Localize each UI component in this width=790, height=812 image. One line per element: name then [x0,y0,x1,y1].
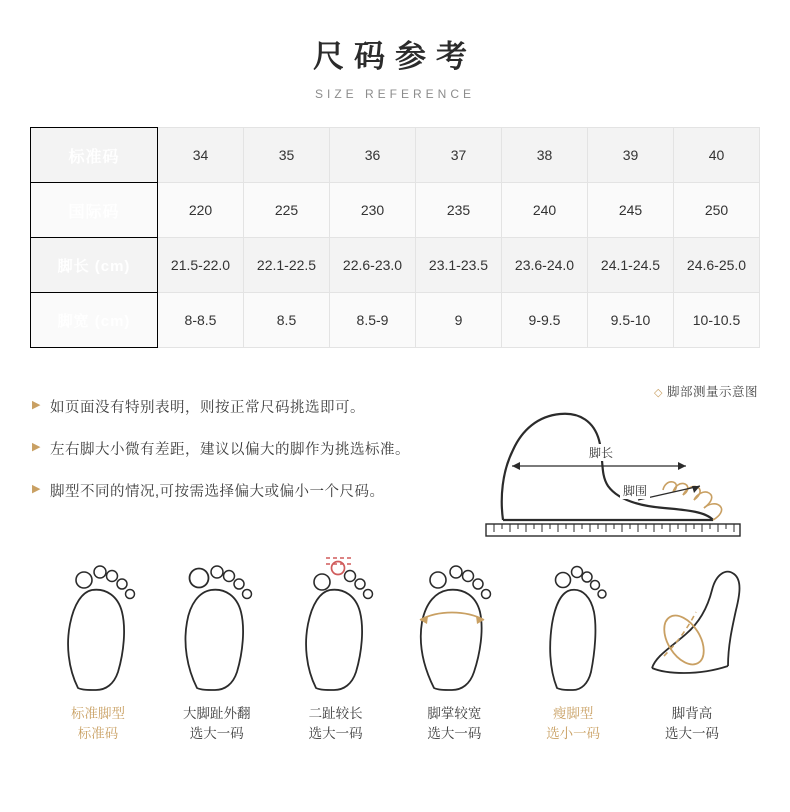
caption-line1: 二趾较长 [308,706,363,721]
foot-type-caption [286,704,386,743]
cell: 9 [416,293,502,348]
foot-type-item [404,548,504,743]
note-text: 脚型不同的情况,可按需选择偏大或偏小一个尺码。 [49,484,385,501]
page-header [0,0,790,101]
cell: 24.6-25.0 [674,238,760,293]
length-label: 脚长 [586,444,616,461]
cell: 245 [588,183,674,238]
page-subtitle: SIZE REFERENCE [314,87,475,102]
caption-line1: 脚掌较宽 [427,706,482,721]
diagram-title: 脚部测量示意图 [666,385,758,400]
foot-type-row [0,548,790,743]
notes-list [32,382,468,542]
triangle-bullet-icon: ▶ [32,441,41,454]
cell: 8.5 [244,293,330,348]
cell: 37 [416,128,502,183]
notes-and-diagram [0,382,790,542]
size-table [30,127,760,348]
foot-measure-diagram [468,382,758,542]
caption-line2: 标准码 [77,725,119,741]
girth-label: 脚围 [620,482,650,499]
cell: 9.5-10 [588,293,674,348]
cell: 21.5-22.0 [158,238,244,293]
narrow-foot-icon [523,548,623,698]
cell: 40 [674,128,760,183]
diagram-title-row [468,382,758,400]
page-title: 尺码参考 [313,39,477,74]
standard-foot-icon [48,548,148,698]
cell: 22.1-22.5 [244,238,330,293]
cell: 250 [674,183,760,238]
triangle-bullet-icon: ▶ [32,399,41,412]
row-label-foot-length: 脚长 (cm) [31,238,158,293]
cell: 235 [416,183,502,238]
triangle-bullet-icon: ▶ [32,483,41,496]
caption-line2: 选大一码 [427,725,482,741]
foot-type-item [523,548,623,743]
cell: 22.6-23.0 [330,238,416,293]
foot-type-item [286,548,386,743]
high-instep-foot-icon [642,548,752,698]
wide-sole-foot-icon [404,548,504,698]
cell: 39 [588,128,674,183]
note-text: 如页面没有特别表明，则按正常尺码挑选即可。 [49,400,365,417]
cell: 24.1-24.5 [588,238,674,293]
cell: 240 [502,183,588,238]
cell: 34 [158,128,244,183]
caption-line1: 大脚趾外翻 [183,706,251,721]
cell: 23.6-24.0 [502,238,588,293]
table-row [31,293,760,348]
cell: 9-9.5 [502,293,588,348]
cell: 38 [502,128,588,183]
row-label-standard: 标准码 [31,128,158,183]
cell: 8-8.5 [158,293,244,348]
note-item [32,480,468,501]
note-item [32,438,468,459]
caption-line2: 选大一码 [664,725,719,741]
caption-line2: 选大一码 [308,725,363,741]
foot-type-item [642,548,742,743]
note-text: 左右脚大小微有差距，建议以偏大的脚作为挑选标准。 [49,442,410,459]
size-table-wrap [30,127,760,348]
long-second-toe-foot-icon [286,548,386,698]
cell: 225 [244,183,330,238]
bunion-foot-icon [167,548,267,698]
cell: 230 [330,183,416,238]
foot-type-caption [404,704,504,743]
caption-line1: 脚背高 [671,706,713,721]
foot-type-item [48,548,148,743]
cell: 35 [244,128,330,183]
cell: 10-10.5 [674,293,760,348]
row-label-foot-width: 脚宽 (cm) [31,293,158,348]
foot-type-caption [642,704,742,743]
table-row [31,183,760,238]
note-item [32,396,468,417]
cell: 36 [330,128,416,183]
table-row [31,128,760,183]
caption-line2: 选小一码 [546,725,601,741]
caption-line2: 选大一码 [189,725,244,741]
cell: 23.1-23.5 [416,238,502,293]
foot-type-caption [48,704,148,743]
caption-line1: 瘦脚型 [552,706,594,721]
caption-line1: 标准脚型 [71,706,125,721]
row-label-international: 国际码 [31,183,158,238]
foot-type-caption [167,704,267,743]
foot-type-item [167,548,267,743]
diamond-icon: ◇ [654,387,663,400]
cell: 220 [158,183,244,238]
foot-side-illustration [468,402,758,542]
cell: 8.5-9 [330,293,416,348]
foot-type-caption [523,704,623,743]
table-row [31,238,760,293]
